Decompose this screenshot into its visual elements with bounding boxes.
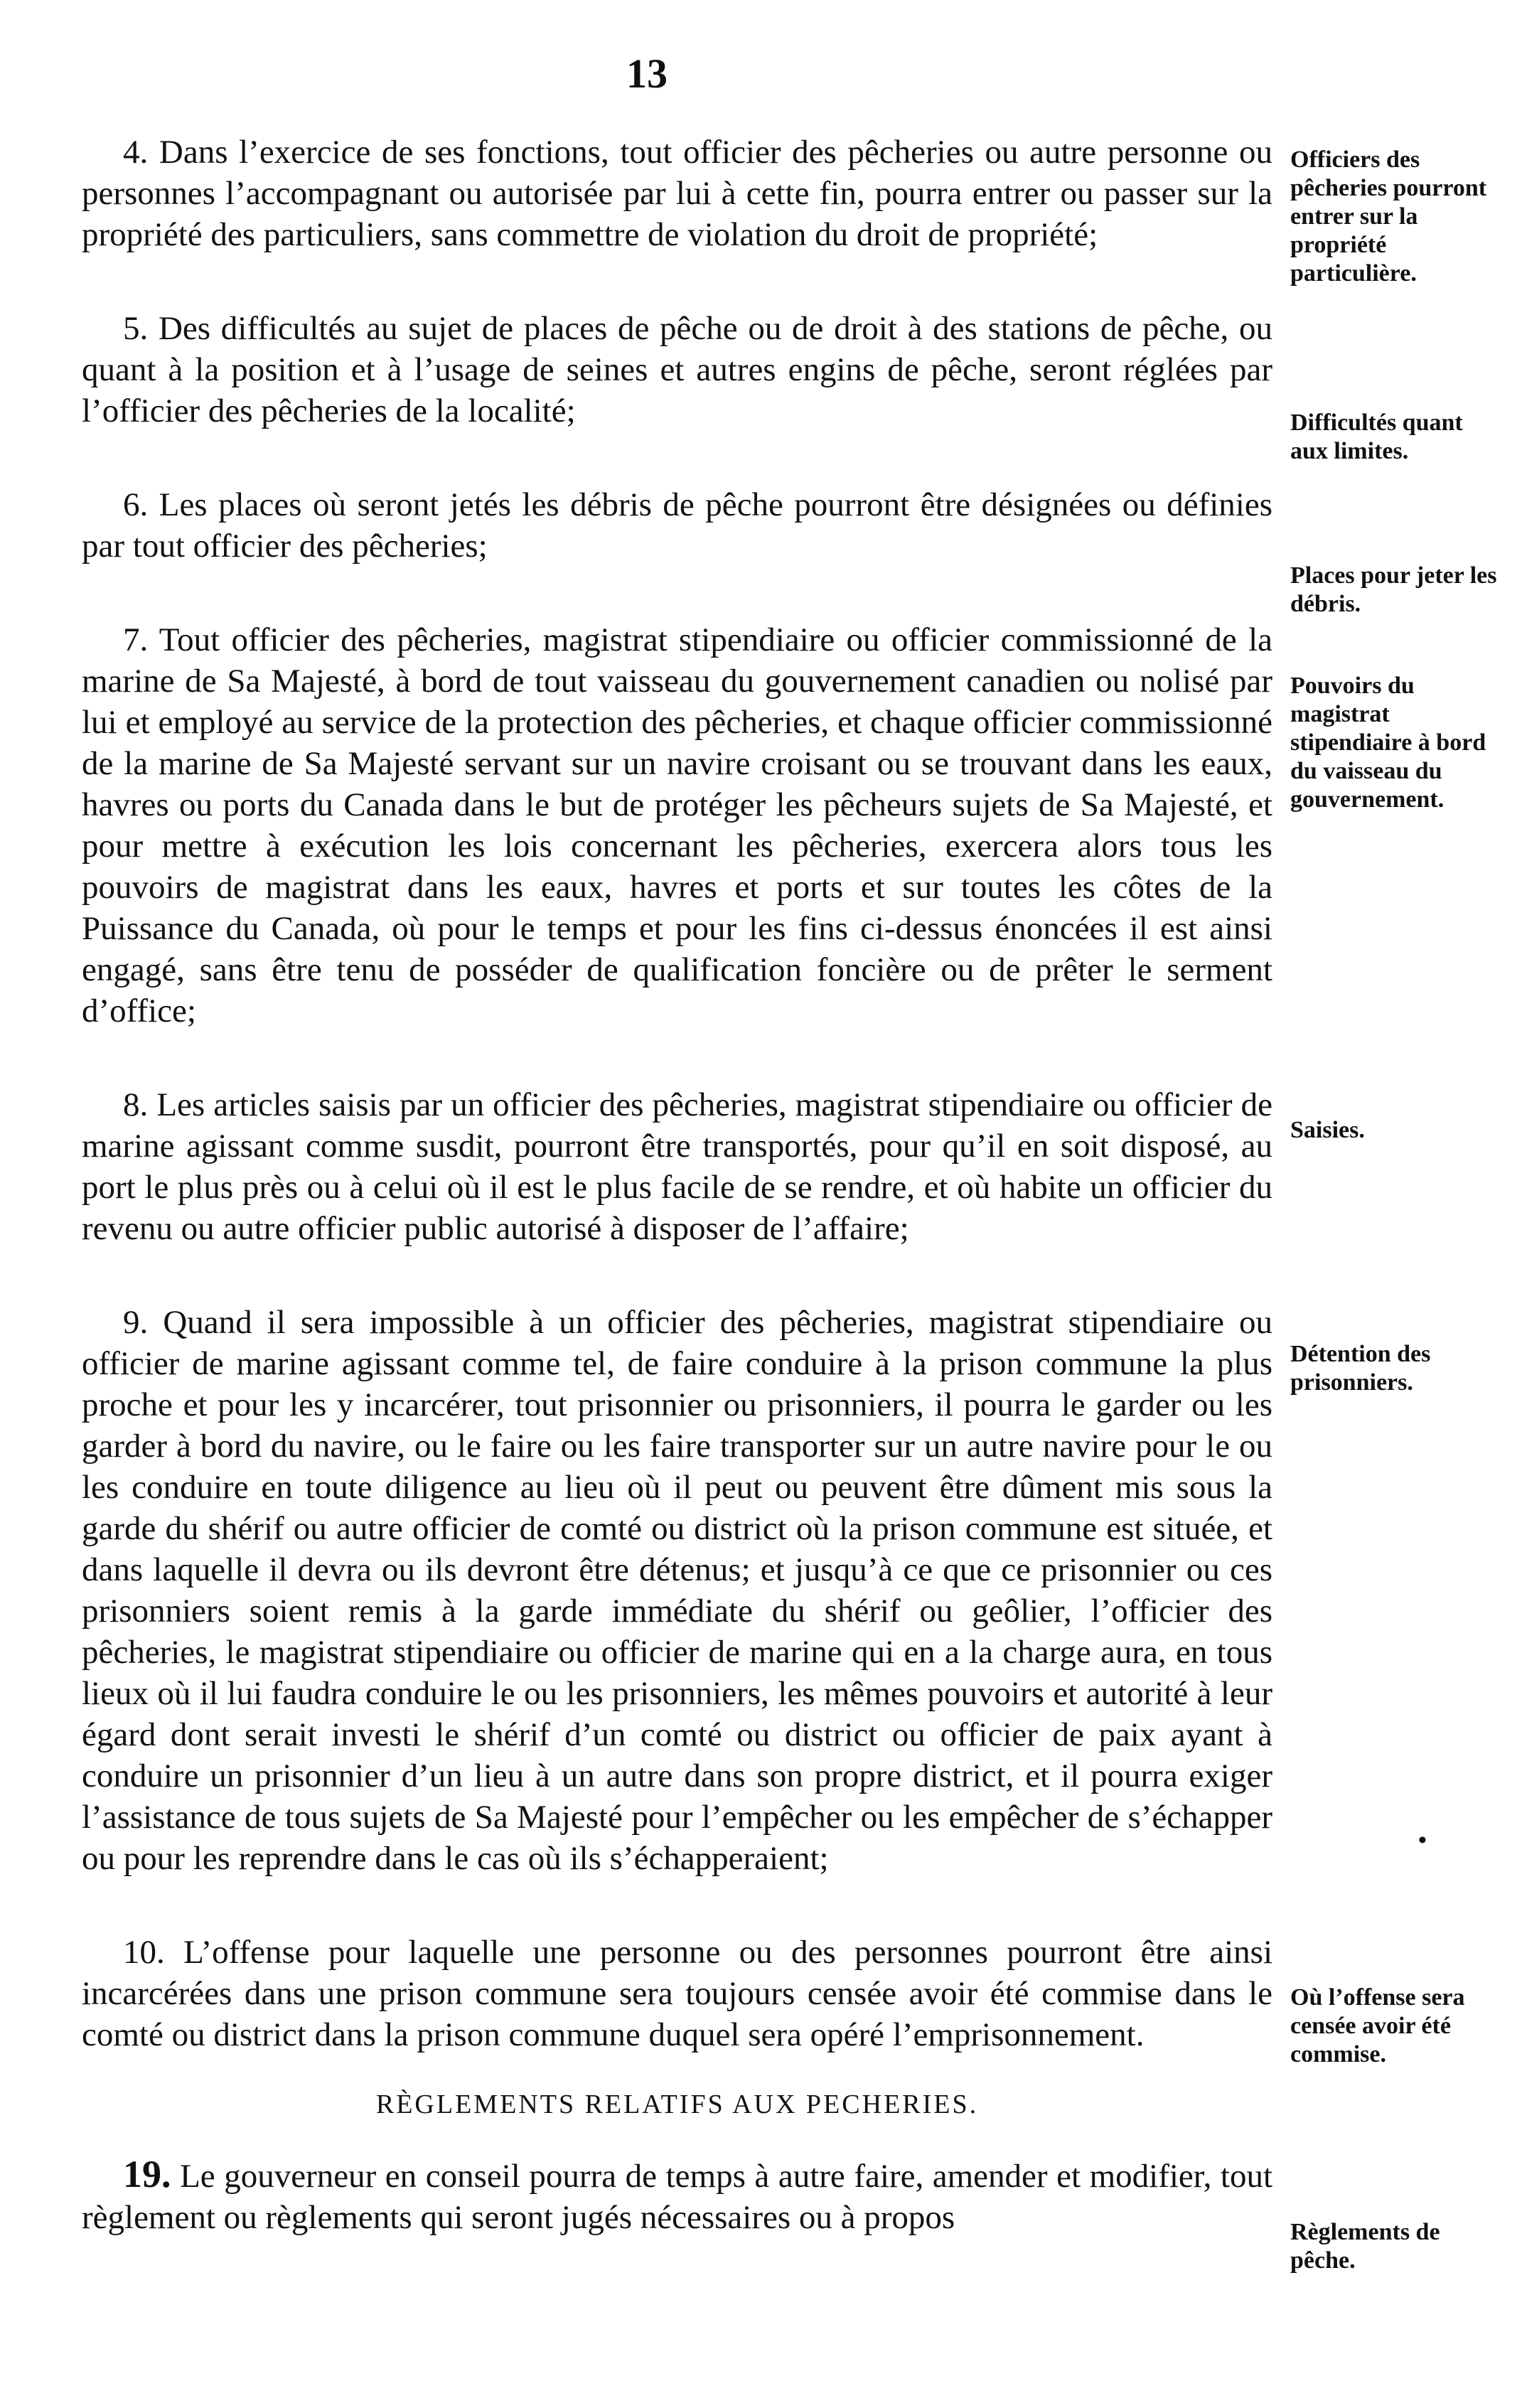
paragraph-5 [82,308,1272,432]
paragraph-number: 7. [123,621,149,658]
paragraph-number: 8. [123,1086,149,1123]
margin-note-5: Difficultés quant aux limites. [1290,410,1463,464]
margin-note-19: Règlements de pêche. [1290,2219,1440,2274]
margin-note-10: Où l’offense sera censée avoir été commise. [1290,1984,1465,2067]
margin-note-4: Officiers des pêcheries pourront entrer sur la propriété particulière. [1290,146,1487,287]
margin-note-9: Détention des prisonniers. [1290,1341,1431,1396]
paragraph-number: 5. [123,310,149,347]
paragraph-6 [82,484,1272,567]
paragraph-text: Les places où seront jetés les débris de pêche pourront être désignées ou définies par tout officier des pêcheries; [82,486,1273,564]
paragraph-number: 19. [123,2153,171,2195]
paragraph-number: 9. [123,1304,149,1341]
margin-note-6: Places pour jeter les débris. [1290,562,1497,617]
paragraph-9 [82,1302,1272,1879]
page-number: 13 [626,50,668,97]
paragraph-number: 10. [123,1934,165,1971]
paragraph-text: L’offense pour laquelle une personne ou des personnes pourront être ainsi incarcérées dans une prison commune sera toujours censée avoir été commise dans le comté ou district dans la prison commune duquel sera opéré l’emprisonnement. [82,1934,1272,2053]
paragraph-10 [82,1932,1272,2055]
margin-note-8: Saisies. [1290,1117,1365,1143]
paragraph-number: 6. [123,486,149,523]
main-text [82,132,1272,2291]
paragraph-text: Dans l’exercice de ses fonctions, tout officier des pêcheries ou autre personne ou personnes l’accompagnant ou autorisée par lui à cette fin, pourra entrer ou passer sur la propriété des particuliers, sans commettre de violation du droit de propriété; [82,134,1272,253]
paragraph-number: 4. [123,134,149,171]
section-heading: RÈGLEMENTS RELATIFS AUX PECHERIES. [375,2089,979,2119]
paragraph-text: Le gouverneur en conseil pourra de temps à autre faire, amender et modifier, tout règlement ou règlements qui seront jugés nécessaires ou à propos [82,2158,1272,2236]
stray-dot-mark: • [1418,1827,1427,1853]
paragraph-4 [82,132,1272,255]
paragraph-text: Les articles saisis par un officier des pêcheries, magistrat stipendiaire ou officier de marine agissant comme susdit, pourront être transportés, pour qu’il en soit disposé, au port le plus près ou à celui où il est le plus facile de se rendre, et où habite un officier du revenu ou autre officier public autorisé à disposer de l’affaire; [82,1086,1273,1247]
paragraph-text: Quand il sera impossible à un officier des pêcheries, magistrat stipendiaire ou officier de marine agissant comme tel, de faire conduire à la prison commune la plus proche et pour les y incarcérer, tout prisonnier ou prisonniers, il pourra le garder ou les garder à bord du navire, ou le faire ou les faire transporter sur un autre navire pour le ou les conduire en toute diligence au lieu où il peut ou peuvent être dûment mis sous la garde du shérif ou autre officier de comté ou district où la prison commune est située, et dans laquelle il devra ou ils devront être détenus; et jusqu’à ce que ce prisonnier ou ces prisonniers soient remis à la garde immédiate du shérif ou geôlier, l’officier des pêcheries, le magistrat stipendiaire ou officier de marine qui en a la charge aura, en tous lieux où il lui faudra conduire le ou les prisonniers, les mêmes pouvoirs et autorité à leur égard dont serait investi le shérif d’un comté ou district ou officier de paix ayant à conduire un prisonnier d’un lieu à un autre dans son propre district, et il pourra exiger l’assistance de tous sujets de Sa Majesté pour l’empêcher ou les empêcher de s’échapper ou pour les reprendre dans le cas où ils s’échapperaient; [82,1304,1273,1877]
paragraph-19 [82,2153,1272,2238]
paragraph-text: Des difficultés au sujet de places de pêche ou de droit à des stations de pêche, ou quant à la position et à l’usage de seines et autres engins de pêche, seront réglées par l’officier des pêcheries de la localité; [82,310,1273,429]
paragraph-8 [82,1084,1272,1249]
margin-note-7: Pouvoirs du magistrat stipendiaire à bord du vaisseau du gouvernement. [1290,673,1486,813]
paragraph-text: Tout officier des pêcheries, magistrat stipendiaire ou officier commissionné de la marine de Sa Majesté, à bord de tout vaisseau du gouvernement canadien ou nolisé par lui et employé au service de la protection des pêcheries, et chaque officier commissionné de la marine de Sa Majesté servant sur un navire croisant ou se trouvant dans les eaux, havres ou ports du Canada dans le but de protéger les pêcheurs sujets de Sa Majesté, et pour mettre à exécution les lois concernant les pêcheries, exercera alors tous les pouvoirs de magistrat dans les eaux, havres et ports et sur toutes les côtes de la Puissance du Canada, où pour le temps et pour les fins ci-dessus énoncées il est ainsi engagé, sans être tenu de posséder de qualification foncière ou de prêter le serment d’office; [82,621,1272,1029]
paragraph-7 [82,619,1272,1032]
